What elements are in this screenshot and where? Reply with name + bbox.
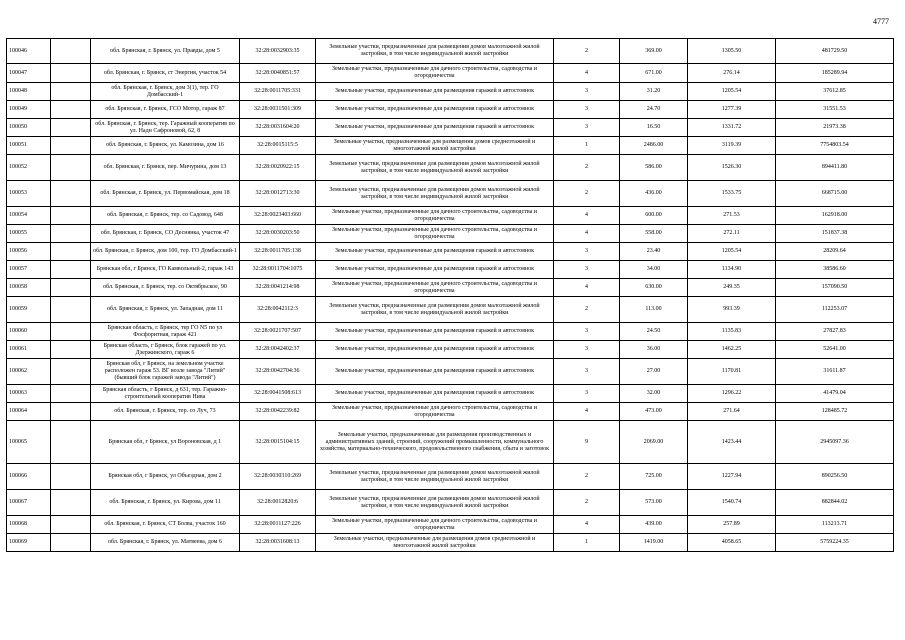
area-cell: 630.00 (620, 279, 688, 297)
cadastral-value-cell: 157090.50 (776, 279, 894, 297)
land-use-cell: Земельные участки, предназначенные для размещения домов малоэтажной жилой застройки, в том числе индивидуальной жилой застройки (316, 181, 554, 207)
land-use-cell: Земельные участки, предназначенные для размещения домов малоэтажной жилой застройки, в том числе индивидуальной жилой застройки (316, 39, 554, 64)
table-row (7, 119, 894, 137)
address-cell: обл. Брянская, г. Брянск, пер. Мичурина, дом 13 (91, 155, 240, 181)
area-cell: 725.00 (620, 464, 688, 490)
cadastral-id-cell: 32:28:0021707:507 (240, 323, 316, 341)
cadastral-id-cell: 32:28:0015104:15 (240, 421, 316, 464)
cadastral-value-cell: 5759224.35 (776, 534, 894, 552)
cadastral-id-cell: 32:28:0031501:309 (240, 101, 316, 119)
cadastral-id-cell: 32:28:0042704:36 (240, 359, 316, 385)
specific-value-cell: 276.14 (688, 64, 776, 83)
area-cell: 24.70 (620, 101, 688, 119)
address-cell: обл. Брянская, г. Брянск, ГСО Мотор, гараж 87 (91, 101, 240, 119)
area-cell: 1419.00 (620, 534, 688, 552)
area-cell: 36.00 (620, 341, 688, 359)
specific-value-cell: 1170.81 (688, 359, 776, 385)
specific-value-cell: 1135.83 (688, 323, 776, 341)
address-cell: Брянская обл, г Брянск, ул Объездная, дом 2 (91, 464, 240, 490)
specific-value-cell: 1533.75 (688, 181, 776, 207)
group-cell: 1 (554, 534, 620, 552)
area-cell: 586.00 (620, 155, 688, 181)
cadastral-value-cell: 2945097.36 (776, 421, 894, 464)
table-row (7, 359, 894, 385)
cadastral-id-cell: 32:28:0030203:50 (240, 225, 316, 243)
address-cell: Брянская область, г Брянск, д 631, тер. Гаражно-строительный кооператив Нива (91, 385, 240, 403)
specific-value-cell: 257.89 (688, 516, 776, 534)
cadastral-id-cell: 32:28:0011127:226 (240, 516, 316, 534)
cadastral-value-cell: 128485.72 (776, 403, 894, 421)
land-use-cell: Земельные участки, предназначенные для размещения производственных и административных зданий, строений, сооружений промышленности, коммунального хозяйства, материально-технического, продовольственного снабжения, сбыта и заготовок (316, 421, 554, 464)
cadastral-number-cell: 100059 (7, 297, 51, 323)
cadastral-number-cell: 100056 (7, 243, 51, 261)
table-row (7, 323, 894, 341)
area-cell: 24.50 (620, 323, 688, 341)
specific-value-cell: 1305.50 (688, 39, 776, 64)
table-row (7, 64, 894, 83)
land-use-cell: Земельные участки, предназначенные для дачного строительства, садоводства и огородничества (316, 403, 554, 421)
address-cell: обл. Брянская, г. Брянск, ул. Первомайская, дом 18 (91, 181, 240, 207)
land-use-cell: Земельные участки, предназначенные для размещения домов малоэтажной жилой застройки, в том числе индивидуальной жилой застройки (316, 490, 554, 516)
table-row (7, 297, 894, 323)
area-cell: 16.50 (620, 119, 688, 137)
spacer-cell (51, 341, 91, 359)
land-use-cell: Земельные участки, предназначенные для дачного строительства, садоводства и огородничества (316, 516, 554, 534)
specific-value-cell: 3119.39 (688, 137, 776, 155)
land-use-cell: Земельные участки, предназначенные для дачного строительства, садоводства и огородничества (316, 225, 554, 243)
table-row (7, 181, 894, 207)
address-cell: обл. Брянская, г. Брянск, тер. Гаражный кооператив по ул. Надн Сафроновой, 62, 8 (91, 119, 240, 137)
area-cell: 2069.00 (620, 421, 688, 464)
group-cell: 3 (554, 101, 620, 119)
land-use-cell: Земельные участки, предназначенные для размещения гаражей и автостоянок (316, 323, 554, 341)
cadastral-value-cell: 894411.80 (776, 155, 894, 181)
table-row (7, 534, 894, 552)
cadastral-value-cell: 37612.85 (776, 83, 894, 101)
group-cell: 2 (554, 39, 620, 64)
group-cell: 3 (554, 83, 620, 101)
address-cell: обл. Брянская, г. Брянск, тер. со Садовод, 648 (91, 207, 240, 225)
land-use-cell: Земельные участки, предназначенные для размещения домов среднеэтажной и многоэтажной жилой застройки (316, 534, 554, 552)
specific-value-cell: 1296.22 (688, 385, 776, 403)
land-use-cell: Земельные участки, предназначенные для размещения гаражей и автостоянок (316, 341, 554, 359)
specific-value-cell: 1526.30 (688, 155, 776, 181)
spacer-cell (51, 137, 91, 155)
cadastral-value-cell: 113213.71 (776, 516, 894, 534)
land-use-cell: Земельные участки, предназначенные для размещения домов малоэтажной жилой застройки, в том числе индивидуальной жилой застройки (316, 464, 554, 490)
group-cell: 3 (554, 261, 620, 279)
cadastral-number-cell: 100068 (7, 516, 51, 534)
table-row (7, 403, 894, 421)
specific-value-cell: 1205.54 (688, 243, 776, 261)
cadastral-number-cell: 100064 (7, 403, 51, 421)
cadastral-value-cell: 481729.50 (776, 39, 894, 64)
table-row (7, 243, 894, 261)
cadastral-id-cell: 32:28:0020922:15 (240, 155, 316, 181)
spacer-cell (51, 261, 91, 279)
land-use-cell: Земельные участки, предназначенные для дачного строительства, садоводства и огородничества (316, 64, 554, 83)
area-cell: 27.00 (620, 359, 688, 385)
group-cell: 4 (554, 207, 620, 225)
land-use-cell: Земельные участки, предназначенные для размещения гаражей и автостоянок (316, 261, 554, 279)
area-cell: 573.00 (620, 490, 688, 516)
table-row (7, 341, 894, 359)
cadastral-number-cell: 100054 (7, 207, 51, 225)
land-use-cell: Земельные участки, предназначенные для размещения гаражей и автостоянок (316, 101, 554, 119)
group-cell: 4 (554, 225, 620, 243)
cadastral-number-cell: 100055 (7, 225, 51, 243)
cadastral-value-cell: 31551.53 (776, 101, 894, 119)
address-cell: Брянская обл, г Брянск, ГО Камвольный-2, гараж 143 (91, 261, 240, 279)
spacer-cell (51, 39, 91, 64)
address-cell: обл. Брянская, г. Брянск, ул. Кирова, дом 11 (91, 490, 240, 516)
cadastral-value-cell: 38586.60 (776, 261, 894, 279)
cadastral-number-cell: 100065 (7, 421, 51, 464)
table-row (7, 279, 894, 297)
land-use-cell: Земельные участки, предназначенные для размещения гаражей и автостоянок (316, 385, 554, 403)
area-cell: 558.00 (620, 225, 688, 243)
cadastral-id-cell: 32:28:0041508:613 (240, 385, 316, 403)
cadastral-id-cell: 32:28:0031604:20 (240, 119, 316, 137)
group-cell: 3 (554, 323, 620, 341)
land-use-cell: Земельные участки, предназначенные для дачного строительства, садоводства и огородничества (316, 279, 554, 297)
specific-value-cell: 993.39 (688, 297, 776, 323)
cadastral-number-cell: 100069 (7, 534, 51, 552)
group-cell: 1 (554, 137, 620, 155)
address-cell: Брянская область, г. Брянск, тер ГО N5 по ул Фосфоритная, гараж 421 (91, 323, 240, 341)
area-cell: 439.00 (620, 516, 688, 534)
cadastral-id-cell: 32:28:0023403:660 (240, 207, 316, 225)
table-row (7, 207, 894, 225)
table-row (7, 516, 894, 534)
cadastral-value-cell: 7754803.54 (776, 137, 894, 155)
area-cell: 32.00 (620, 385, 688, 403)
area-cell: 473.00 (620, 403, 688, 421)
spacer-cell (51, 181, 91, 207)
cadastral-number-cell: 100049 (7, 101, 51, 119)
address-cell: Брянская обл, г Брянск, ул Вороновская, д 1 (91, 421, 240, 464)
spacer-cell (51, 83, 91, 101)
area-cell: 369.00 (620, 39, 688, 64)
cadastral-number-cell: 100058 (7, 279, 51, 297)
spacer-cell (51, 64, 91, 83)
land-use-cell: Земельные участки, предназначенные для дачного строительства, садоводства и огородничества (316, 207, 554, 225)
specific-value-cell: 1277.39 (688, 101, 776, 119)
specific-value-cell: 1462.25 (688, 341, 776, 359)
cadastral-id-cell: 32:28:0032903:35 (240, 39, 316, 64)
cadastral-number-cell: 100062 (7, 359, 51, 385)
table-row (7, 101, 894, 119)
group-cell: 4 (554, 403, 620, 421)
cadastral-value-cell: 31611.87 (776, 359, 894, 385)
address-cell: обл. Брянская, г. Брянск, ул. Западная, дом 11 (91, 297, 240, 323)
cadastral-value-cell: 151837.38 (776, 225, 894, 243)
cadastral-number-cell: 100046 (7, 39, 51, 64)
cadastral-value-cell: 890256.50 (776, 464, 894, 490)
cadastral-value-cell: 112253.07 (776, 297, 894, 323)
spacer-cell (51, 225, 91, 243)
cadastral-value-cell: 21973.38 (776, 119, 894, 137)
spacer-cell (51, 155, 91, 181)
table-row (7, 385, 894, 403)
cadastral-number-cell: 100051 (7, 137, 51, 155)
spacer-cell (51, 119, 91, 137)
address-cell: обл. Брянская, г. Брянск, ул. Камозина, дом 16 (91, 137, 240, 155)
group-cell: 2 (554, 181, 620, 207)
specific-value-cell: 249.35 (688, 279, 776, 297)
spacer-cell (51, 534, 91, 552)
cadastral-id-cell: 32:28:0042112:3 (240, 297, 316, 323)
specific-value-cell: 1205.54 (688, 83, 776, 101)
cadastral-value-cell: 882844.02 (776, 490, 894, 516)
specific-value-cell: 1540.74 (688, 490, 776, 516)
table-row (7, 39, 894, 64)
cadastral-id-cell: 32:28:0011705:138 (240, 243, 316, 261)
group-cell: 2 (554, 155, 620, 181)
cadastral-id-cell: 32:28:0030310:269 (240, 464, 316, 490)
land-use-cell: Земельные участки, предназначенные для размещения домов малоэтажной жилой застройки, в том числе индивидуальной жилой застройки (316, 297, 554, 323)
spacer-cell (51, 490, 91, 516)
spacer-cell (51, 464, 91, 490)
area-cell: 113.00 (620, 297, 688, 323)
specific-value-cell: 1423.44 (688, 421, 776, 464)
table-row (7, 490, 894, 516)
spacer-cell (51, 297, 91, 323)
group-cell: 4 (554, 279, 620, 297)
area-cell: 34.00 (620, 261, 688, 279)
specific-value-cell: 1227.94 (688, 464, 776, 490)
page-number: 4777 (873, 17, 889, 26)
address-cell: обл. Брянская, г. Брянск, СТ Болва, участок 160 (91, 516, 240, 534)
address-cell: обл. Брянская, г. Брянск, тер. со Луч, 73 (91, 403, 240, 421)
cadastral-id-cell: 32:28:0041214:98 (240, 279, 316, 297)
spacer-cell (51, 279, 91, 297)
cadastral-number-cell: 100053 (7, 181, 51, 207)
area-cell: 671.00 (620, 64, 688, 83)
cadastral-id-cell: 32:28:0040851:57 (240, 64, 316, 83)
spacer-cell (51, 207, 91, 225)
spacer-cell (51, 385, 91, 403)
cadastral-number-cell: 100061 (7, 341, 51, 359)
group-cell: 3 (554, 341, 620, 359)
table-row (7, 464, 894, 490)
group-cell: 3 (554, 385, 620, 403)
address-cell: Брянская область, г Брянск, блок гаражей по ул. Дзержинского, гараж 6 (91, 341, 240, 359)
address-cell: обл. Брянская, г. Брянск, ул. Матвеева, дом 6 (91, 534, 240, 552)
group-cell: 2 (554, 297, 620, 323)
group-cell: 3 (554, 119, 620, 137)
land-use-cell: Земельные участки, предназначенные для размещения гаражей и автостоянок (316, 359, 554, 385)
cadastral-value-cell: 27827.83 (776, 323, 894, 341)
spacer-cell (51, 421, 91, 464)
table-row (7, 155, 894, 181)
table-row (7, 83, 894, 101)
cadastral-value-cell: 41479.04 (776, 385, 894, 403)
table-row (7, 421, 894, 464)
group-cell: 4 (554, 516, 620, 534)
cadastral-id-cell: 32:28:0042239:82 (240, 403, 316, 421)
group-cell: 2 (554, 464, 620, 490)
specific-value-cell: 271.64 (688, 403, 776, 421)
specific-value-cell: 4058.65 (688, 534, 776, 552)
cadastral-number-cell: 100052 (7, 155, 51, 181)
cadastral-id-cell: 32:28:0042402:37 (240, 341, 316, 359)
spacer-cell (51, 323, 91, 341)
land-use-cell: Земельные участки, предназначенные для размещения гаражей и автостоянок (316, 119, 554, 137)
land-use-cell: Земельные участки, предназначенные для размещения домов среднеэтажной и многоэтажной жилой застройки (316, 137, 554, 155)
cadastral-number-cell: 100047 (7, 64, 51, 83)
specific-value-cell: 1331.72 (688, 119, 776, 137)
cadastral-number-cell: 100067 (7, 490, 51, 516)
group-cell: 3 (554, 359, 620, 385)
spacer-cell (51, 243, 91, 261)
group-cell: 3 (554, 243, 620, 261)
table-row (7, 225, 894, 243)
address-cell: обл. Брянская, г. Брянск, дом 3(1), тер. ГО Домбасский-1 (91, 83, 240, 101)
specific-value-cell: 1134.90 (688, 261, 776, 279)
group-cell: 9 (554, 421, 620, 464)
area-cell: 436.00 (620, 181, 688, 207)
cadastral-number-cell: 100050 (7, 119, 51, 137)
cadastral-number-cell: 100048 (7, 83, 51, 101)
table-row (7, 137, 894, 155)
cadastral-number-cell: 100060 (7, 323, 51, 341)
area-cell: 31.20 (620, 83, 688, 101)
spacer-cell (51, 403, 91, 421)
cadastral-value-cell: 185289.94 (776, 64, 894, 83)
spacer-cell (51, 359, 91, 385)
cadastral-id-cell: 32:28:0011705:331 (240, 83, 316, 101)
group-cell: 4 (554, 64, 620, 83)
address-cell: Брянская обл, г Брянск, на земельном участке расположен гараж 53. ВГ возле завода "Литий" (бывший блок гаражей завода "Литий") (91, 359, 240, 385)
cadastral-value-cell: 668715.00 (776, 181, 894, 207)
cadastral-value-table (6, 38, 894, 552)
cadastral-number-cell: 100057 (7, 261, 51, 279)
land-use-cell: Земельные участки, предназначенные для размещения гаражей и автостоянок (316, 83, 554, 101)
spacer-cell (51, 516, 91, 534)
area-cell: 23.40 (620, 243, 688, 261)
cadastral-id-cell: 32:28:0012820:6 (240, 490, 316, 516)
land-use-cell: Земельные участки, предназначенные для размещения гаражей и автостоянок (316, 243, 554, 261)
address-cell: обл. Брянская, г. Брянск, СО Деснянка, участок 47 (91, 225, 240, 243)
cadastral-number-cell: 100063 (7, 385, 51, 403)
table-row (7, 261, 894, 279)
area-cell: 600.00 (620, 207, 688, 225)
cadastral-value-cell: 28209.64 (776, 243, 894, 261)
cadastral-id-cell: 32:28:0031608:13 (240, 534, 316, 552)
specific-value-cell: 272.11 (688, 225, 776, 243)
group-cell: 2 (554, 490, 620, 516)
spacer-cell (51, 101, 91, 119)
address-cell: обл. Брянская, г. Брянск, ул. Правды, дом 5 (91, 39, 240, 64)
cadastral-number-cell: 100066 (7, 464, 51, 490)
table-body (7, 39, 894, 552)
cadastral-value-cell: 162918.00 (776, 207, 894, 225)
cadastral-id-cell: 32:28:0015115:5 (240, 137, 316, 155)
land-use-cell: Земельные участки, предназначенные для размещения домов малоэтажной жилой застройки, в том числе индивидуальной жилой застройки (316, 155, 554, 181)
address-cell: обл. Брянская, г. Брянск, тер. со Октябрьское, 90 (91, 279, 240, 297)
area-cell: 2486.00 (620, 137, 688, 155)
cadastral-id-cell: 32:28:0012713:30 (240, 181, 316, 207)
cadastral-id-cell: 32:28:0011704:1075 (240, 261, 316, 279)
address-cell: обл. Брянская, г. Брянск, дом 100, тер. ГО Домбасский-1 (91, 243, 240, 261)
specific-value-cell: 271.53 (688, 207, 776, 225)
cadastral-value-cell: 52641.00 (776, 341, 894, 359)
address-cell: обл. Брянская, г. Брянск, ст Энергия, участок 54 (91, 64, 240, 83)
